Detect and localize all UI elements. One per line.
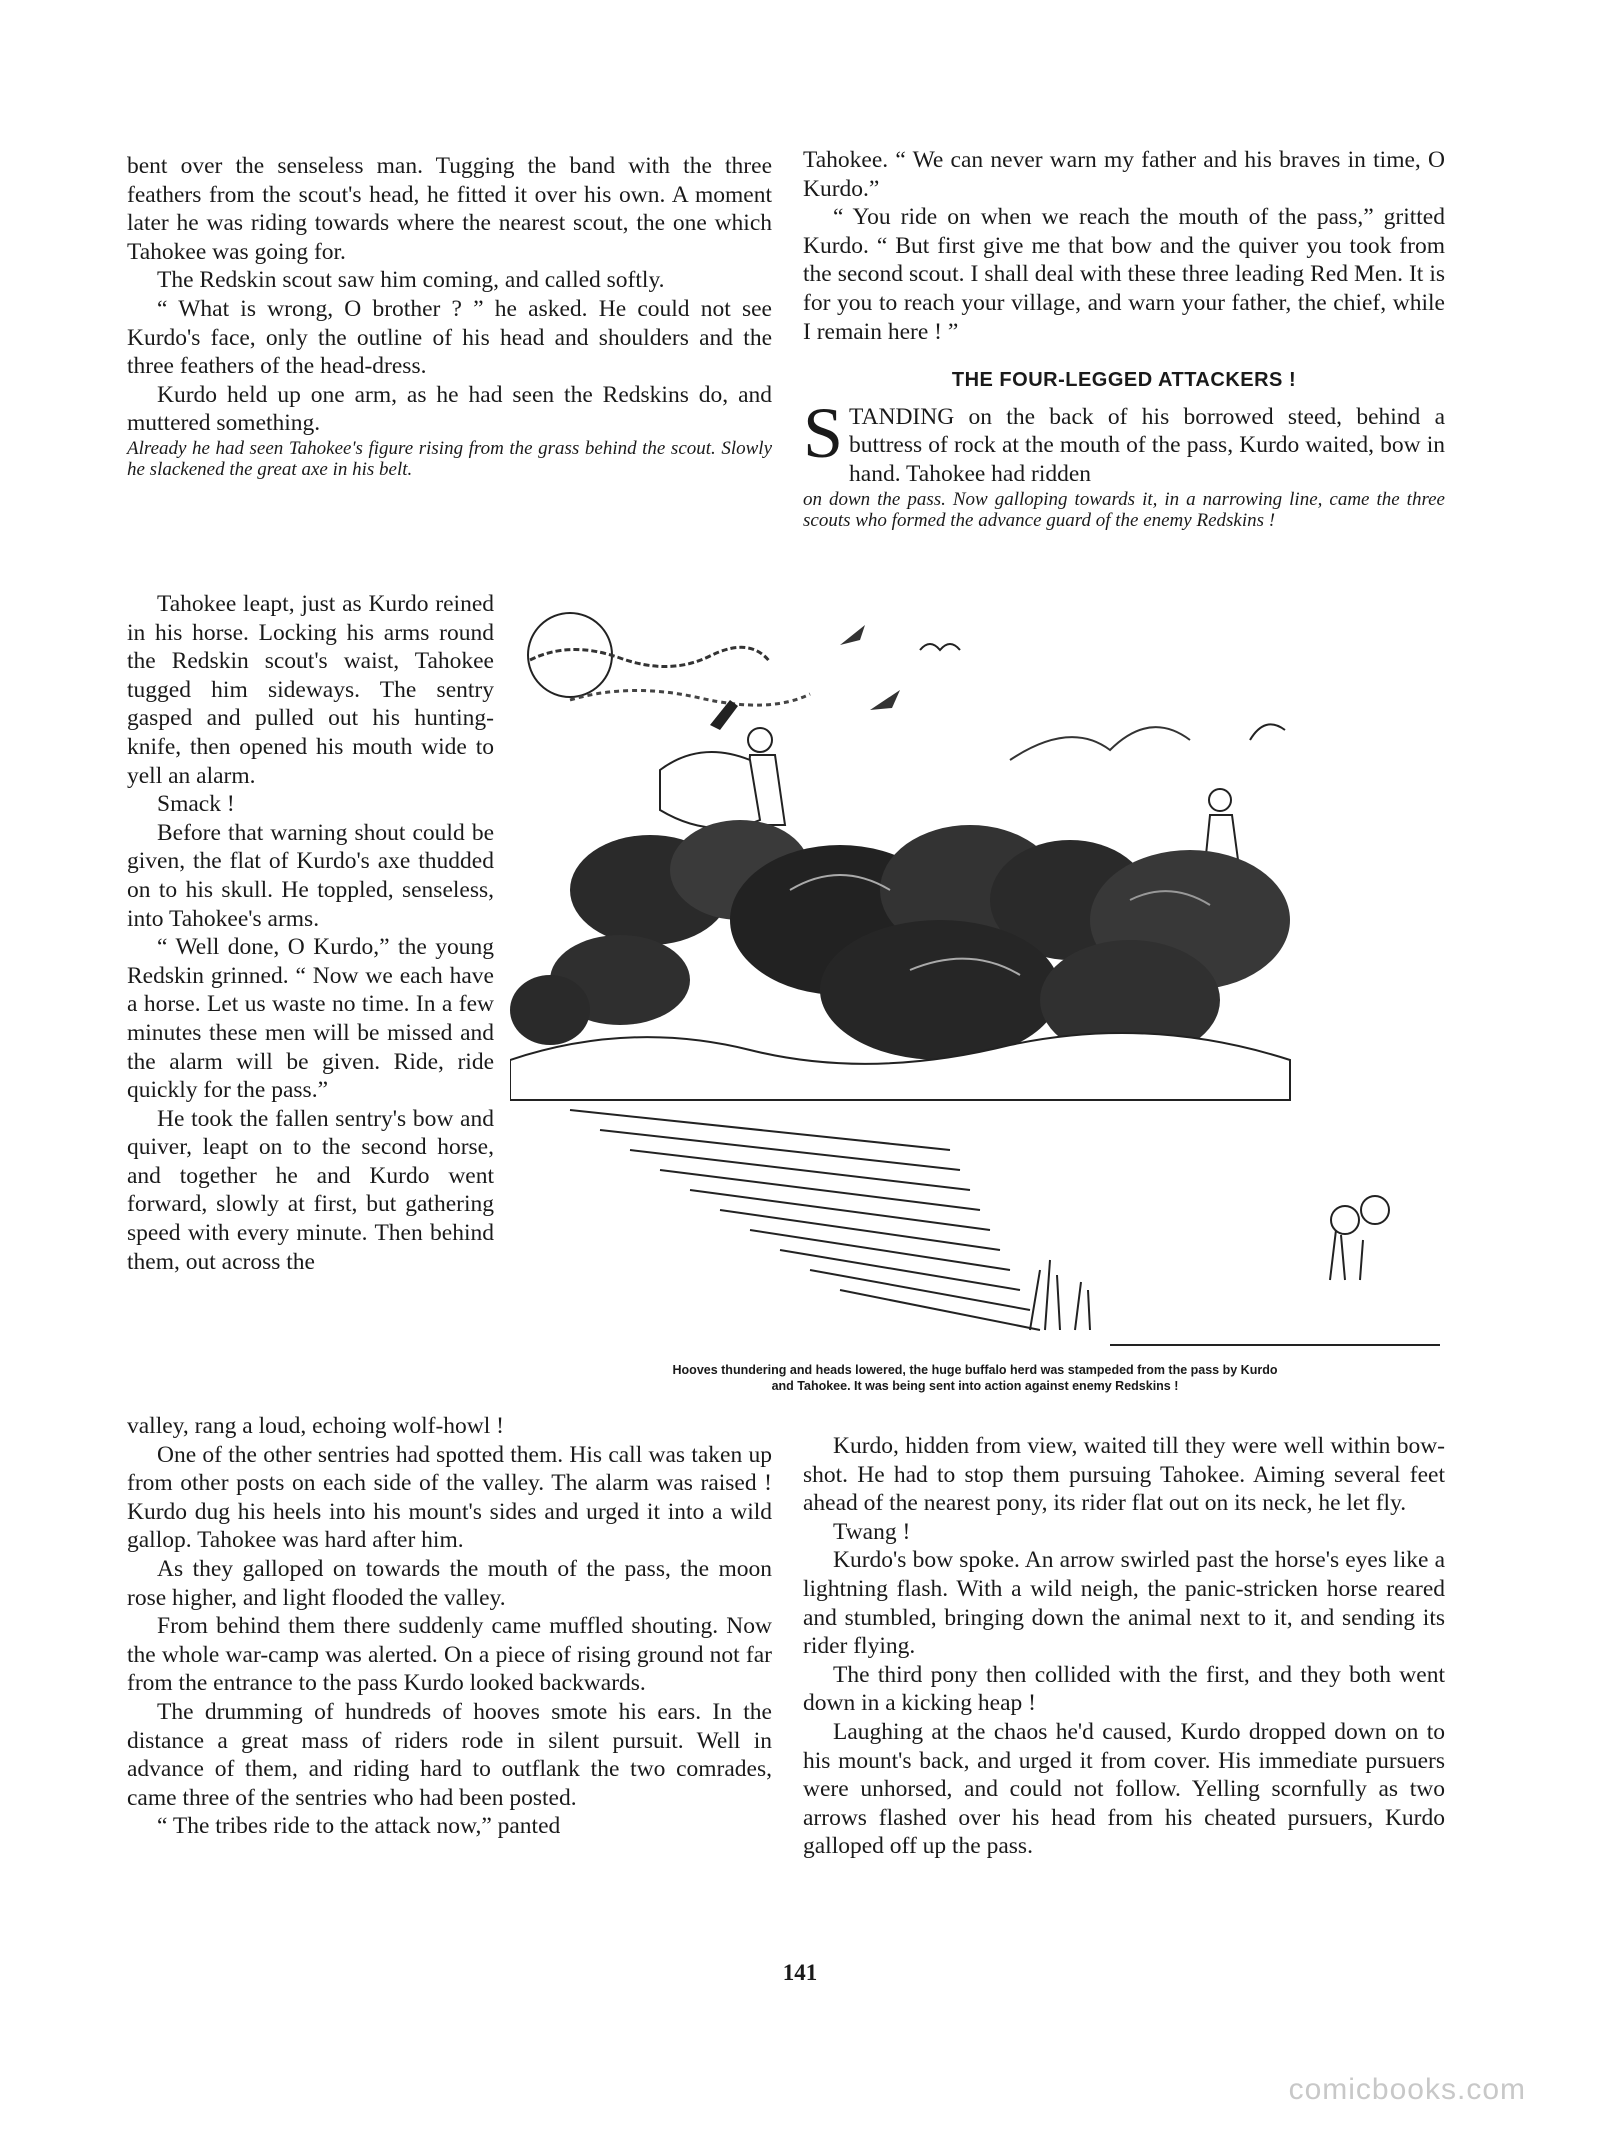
paragraph: Twang ! <box>833 1518 911 1545</box>
paragraph: Before that warning shout could be given, the flat of Kurdo's axe thudded on to his skull. He toppled, senseless, into Tahokee's arms. <box>127 819 494 932</box>
paragraph: Kurdo, hidden from view, waited till they were well within bow-shot. He had to stop them pursuing Tahokee. Aiming several feet ahead of the nearest pony, its rider flat out on its neck, he let fly. <box>803 1433 1445 1517</box>
paragraph-italic: on down the pass. Now galloping towards it, in a narrowing line, came the three scouts who formed the advance guard of the enemy Redskins ! <box>803 488 1445 531</box>
paragraph: Laughing at the chaos he'd caused, Kurdo dropped down on to his mount's back, and urged it from cover. His immediate pursuers were unhorsed, and could not follow. Yelling scornfully as two arrows flashed over his head from his cheated pursuers, Kurdo galloped off up the pass. <box>803 1718 1445 1860</box>
paragraph-italic: Already he had seen Tahokee's figure rising from the grass behind the scout. Slowly he slackened the great axe in his belt. <box>127 437 772 480</box>
drop-cap: S <box>803 392 844 473</box>
paragraph: Kurdo held up one arm, as he had seen the Redskins do, and muttered something. <box>127 381 772 437</box>
paragraph: “ The tribes ride to the attack now,” panted <box>157 1813 561 1840</box>
paragraph: Tahokee. “ We can never warn my father and his braves in time, O Kurdo.” <box>803 147 1445 202</box>
left-column-top <box>127 152 772 480</box>
paragraph: The third pony then collided with the first, and they both went down in a kicking heap ! <box>803 1661 1445 1717</box>
paragraph: The Redskin scout saw him coming, and called softly. <box>157 267 665 294</box>
paragraph: The drumming of hundreds of hooves smote his ears. In the distance a great mass of riders rode in silent pursuit. Well in advance of them, and riding hard to outflank the two comrades, came three of the sentries who had been posted. <box>127 1698 772 1811</box>
section-heading: THE FOUR-LEGGED ATTACKERS ! <box>951 369 1297 392</box>
paragraph: From behind them there suddenly came muffled shouting. Now the whole war-camp was alerted. On a piece of rising ground not far from the entrance to the pass Kurdo looked backwards. <box>127 1613 772 1697</box>
paragraph: “ What is wrong, O brother ? ” he asked. He could not see Kurdo's face, only the outline of his head and shoulders and the three feathers of the head-dress. <box>127 295 772 380</box>
dropcap-paragraph <box>803 392 1445 489</box>
dropcap-text: TANDING on the back of his borrowed steed, behind a buttress of rock at the mouth of the pass, Kurdo waited, bow in hand. Tahokee had ridden <box>849 403 1445 487</box>
paragraph: As they galloped on towards the mouth of the pass, the moon rose higher, and light flooded the valley. <box>127 1555 772 1611</box>
paragraph: He took the fallen sentry's bow and quiver, leapt on to the second horse, and together he and Kurdo went forward, slowly at first, but gathering speed with every minute. Then behind them, out across the <box>127 1105 494 1275</box>
left-column-wrap <box>127 590 494 1276</box>
paragraph: One of the other sentries had spotted them. His call was taken up from other posts on each side of the valley. The alarm was raised ! Kurdo dug his heels into his mount's sides and urged it into a wild gallop. Tahokee was hard after him. <box>127 1441 772 1554</box>
caption-line: Hooves thundering and heads lowered, the huge buffalo herd was stampeded from the pass by Kurdo <box>672 1363 1278 1377</box>
paragraph: Tahokee leapt, just as Kurdo reined in his horse. Locking his arms round the Redskin scout's waist, Tahokee tugged him sideways. The sentry gasped and pulled out his hunting-knife, then opened his mouth wide to yell an alarm. <box>127 591 494 789</box>
paragraph: bent over the senseless man. Tugging the band with the three feathers from the scout's head, he fitted it over his own. A moment later he was riding towards where the nearest scout, the one which Tahokee was going for. <box>127 153 772 265</box>
watermark: comicbooks.com <box>1288 2073 1526 2106</box>
left-column-bottom <box>127 1412 772 1841</box>
right-column-top <box>803 146 1445 531</box>
paragraph: “ You ride on when we reach the mouth of the pass,” gritted Kurdo. “ But first give me that bow and the quiver you took from the second scout. I shall deal with these three leading Red Men. It is for you to reach your village, and warn your father, the chief, while I remain here ! ” <box>803 204 1445 345</box>
caption-line: and Tahokee. It was being sent into action against enemy Redskins ! <box>771 1379 1179 1393</box>
paragraph: Kurdo's bow spoke. An arrow swirled past the horse's eyes like a lightning flash. With a wild neigh, the panic-stricken horse reared and stumbled, bringing down the animal next to it, and sending its rider flying. <box>803 1547 1445 1660</box>
paragraph: “ Well done, O Kurdo,” the young Redskin grinned. “ Now we each have a horse. Let us waste no time. In a few minutes these men will be missed and the alarm will be given. Ride, ride quickly for the pass.” <box>127 934 494 1104</box>
illustration-caption <box>500 1362 1450 1394</box>
paragraph: valley, rang a loud, echoing wolf-howl ! <box>127 1413 504 1439</box>
page-number: 141 <box>782 1960 818 1985</box>
paragraph: Smack ! <box>157 791 235 818</box>
buffalo-stampede-illustration <box>510 590 1445 1350</box>
right-column-bottom <box>803 1432 1445 1861</box>
